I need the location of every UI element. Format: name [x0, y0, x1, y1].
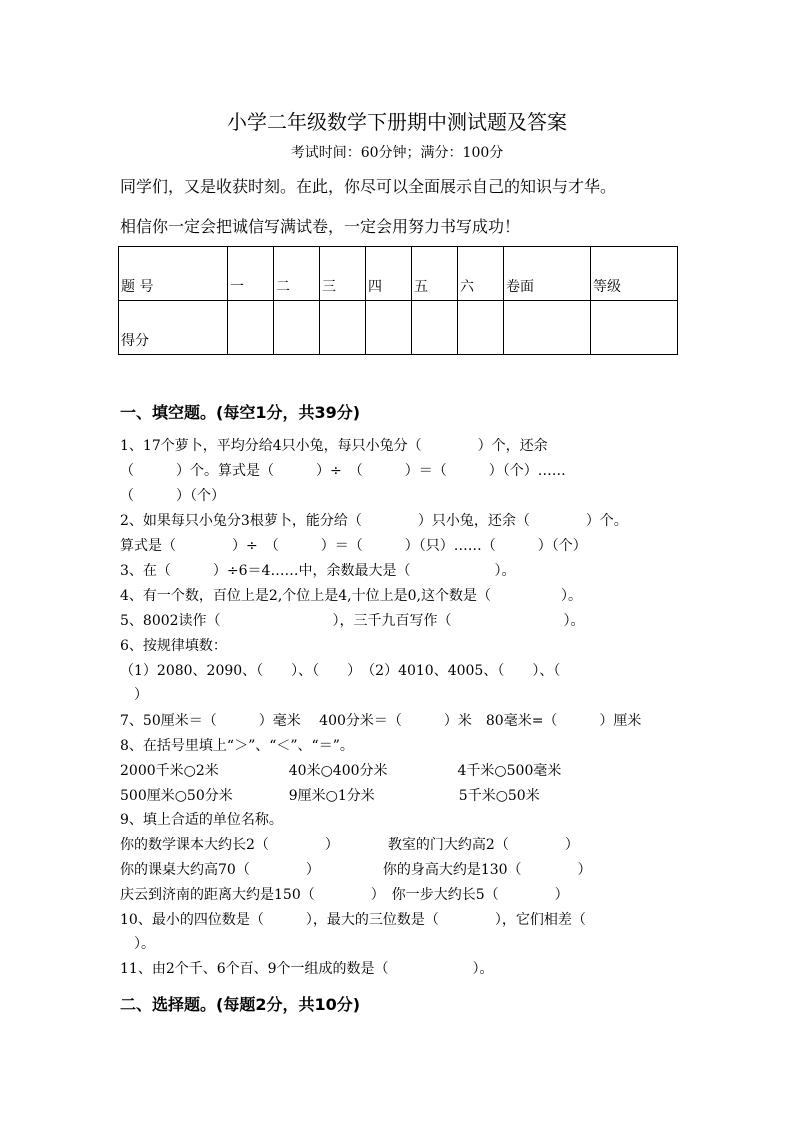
- row-label: 得分: [119, 301, 228, 355]
- question-line: 你的数学课本大约长2（ ） 教室的门大约高2（ ）: [120, 837, 579, 853]
- question-line: 6、按规律填数：: [120, 638, 227, 654]
- score-cell: [228, 301, 274, 355]
- question-line: 11、由2个千、6个百、9个一组成的数是（ ）。: [120, 961, 494, 977]
- score-cell: [458, 301, 504, 355]
- question-line: 8、在括号里填上“＞”、“＜”、“＝”。: [120, 738, 354, 754]
- score-cell: [412, 301, 458, 355]
- question-line: 9、填上合适的单位名称。: [120, 812, 283, 828]
- header-cell: 卷面: [504, 247, 591, 301]
- exam-info: 考试时间：60分钟；满分：100分: [290, 145, 504, 161]
- header-cell: 六: [458, 247, 504, 301]
- intro-line-1: 同学们，又是收获时刻。在此，你尽可以全面展示自己的知识与才华。: [120, 177, 617, 196]
- question-line: 算式是（ ）÷ （ ）＝（ ）（只）……（ ）（个）: [120, 538, 587, 554]
- question-line: 5、8002读作（ ），三千九百写作（ ）。: [120, 613, 585, 629]
- question-line: 2、如果每只小兔分3根萝卜，能分给（ ）只小兔，还余（ ）个。: [120, 513, 628, 529]
- question-line: 你的课桌大约高70（ ） 你的身高大约是130（ ）: [120, 862, 592, 878]
- question-line: 500厘米○50分米 9厘米○1分米 5千米○50米: [120, 788, 540, 804]
- question-line: 10、最小的四位数是（ ），最大的三位数是（ ），它们相差（: [120, 912, 586, 928]
- score-table: [118, 246, 678, 355]
- question-line: （ ）个。算式是（ ）÷ （ ）＝（ ）（个）……: [120, 463, 566, 479]
- intro-line-2: 相信你一定会把诚信写满试卷，一定会用努力书写成功！: [120, 217, 521, 236]
- question-line: （ ）（个）: [120, 488, 225, 504]
- score-cell: [504, 301, 591, 355]
- question-line: ）: [120, 687, 148, 703]
- question-line: ）。: [120, 936, 155, 952]
- score-table-header-row: [119, 247, 678, 301]
- header-cell: 五: [412, 247, 458, 301]
- question-line: 2000千米○2米 40米○400分米 4千米○500毫米: [120, 763, 562, 779]
- question-line: 3、在（ ）÷6＝4……中，余数最大是（ ）。: [120, 563, 516, 579]
- question-line: 4、有一个数，百位上是2,个位上是4,十位上是0,这个数是（ ）。: [120, 588, 582, 604]
- header-cell: 三: [320, 247, 366, 301]
- header-cell: 二: [274, 247, 320, 301]
- page-title: 小学二年级数学下册期中测试题及答案: [227, 110, 567, 134]
- header-cell: 一: [228, 247, 274, 301]
- question-line: 庆云到济南的距离大约是150（ ） 你一步大约长5（ ）: [120, 887, 569, 903]
- question-line: 7、50厘米＝（ ）毫米 400分米＝（ ）米 80毫米=（ ）厘米: [120, 713, 642, 729]
- score-cell: [366, 301, 412, 355]
- score-cell: [274, 301, 320, 355]
- header-cell: 题 号: [119, 247, 228, 301]
- score-cell: [591, 301, 678, 355]
- header-cell: 四: [366, 247, 412, 301]
- header-cell: 等级: [591, 247, 678, 301]
- score-table-score-row: [119, 301, 678, 355]
- score-cell: [320, 301, 366, 355]
- question-line: （1）2080、2090、（ ）、（ ） （2）4010、4005、（ ）、（: [120, 663, 561, 679]
- question-line: 1、17个萝卜，平均分给4只小兔，每只小兔分（ ）个，还余: [120, 438, 548, 454]
- section-title-choice: 二、选择题。(每题2分，共10分): [120, 995, 361, 1014]
- section-title-fill-in: 一、填空题。(每空1分，共39分): [120, 403, 361, 422]
